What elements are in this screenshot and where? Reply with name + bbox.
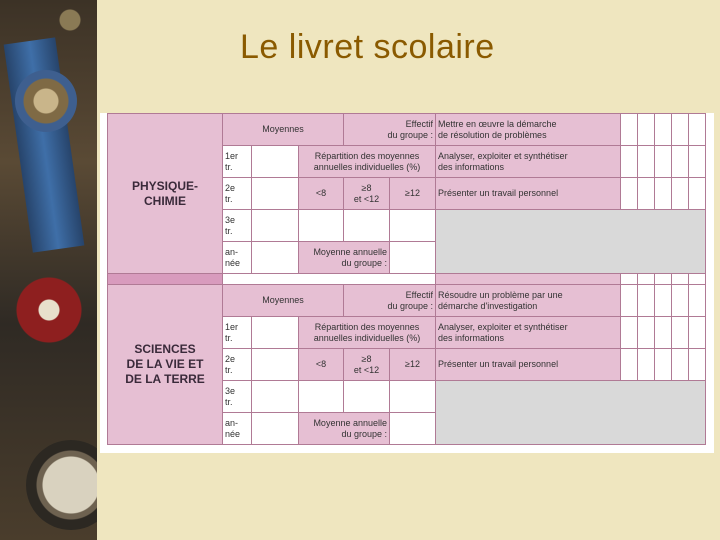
grade-cell bbox=[638, 114, 655, 146]
grade-cell bbox=[638, 178, 655, 210]
subject-name: PHYSIQUE- CHIMIE bbox=[108, 114, 223, 274]
grade-cell bbox=[672, 285, 689, 317]
grade-input bbox=[344, 381, 390, 413]
effectif-label: Effectif du groupe : bbox=[344, 285, 436, 317]
moyenne-annuelle-label: Moyenne annuelle du groupe : bbox=[299, 413, 390, 445]
term-label: an- née bbox=[223, 413, 252, 445]
subject-bar bbox=[108, 274, 223, 285]
grade-input bbox=[252, 413, 299, 445]
subject-name: SCIENCES DE LA VIE ET DE LA TERRE bbox=[108, 285, 223, 445]
grade-cell bbox=[689, 146, 706, 178]
repartition-label: Répartition des moyennes annuelles individuelles (%) bbox=[299, 146, 436, 178]
grade-cell bbox=[638, 274, 655, 285]
slide-title: Le livret scolaire bbox=[240, 28, 495, 66]
grade-cell bbox=[621, 285, 638, 317]
grade-cell bbox=[621, 114, 638, 146]
compass-decoration bbox=[26, 440, 97, 530]
term-label: 3e tr. bbox=[223, 210, 252, 242]
moyennes-label: Moyennes bbox=[223, 285, 344, 317]
grade-cell bbox=[672, 349, 689, 381]
grade-input bbox=[252, 349, 299, 381]
bucket-lt8: <8 bbox=[299, 178, 344, 210]
report-card-table bbox=[107, 113, 706, 445]
skill-label: Mettre en œuvre la démarche de résolution de problèmes bbox=[436, 114, 621, 146]
grade-input bbox=[252, 242, 299, 274]
term-label: an- née bbox=[223, 242, 252, 274]
grade-cell bbox=[689, 349, 706, 381]
grade-input bbox=[252, 178, 299, 210]
grade-cell bbox=[655, 114, 672, 146]
grade-cell bbox=[638, 349, 655, 381]
empty-grey-area bbox=[436, 381, 706, 445]
grade-cell bbox=[638, 285, 655, 317]
grade-cell bbox=[672, 146, 689, 178]
grade-input bbox=[390, 242, 436, 274]
grade-input bbox=[252, 317, 299, 349]
grade-cell bbox=[621, 274, 638, 285]
grade-cell bbox=[655, 146, 672, 178]
grade-cell bbox=[655, 178, 672, 210]
grade-cell bbox=[638, 317, 655, 349]
term-label: 3e tr. bbox=[223, 381, 252, 413]
moyennes-label: Moyennes bbox=[223, 114, 344, 146]
grade-cell bbox=[689, 317, 706, 349]
subject-header-row bbox=[108, 274, 706, 285]
bucket-lt8: <8 bbox=[299, 349, 344, 381]
bucket-8-12: ≥8 et <12 bbox=[344, 178, 390, 210]
grade-input bbox=[252, 146, 299, 178]
grade-cell bbox=[655, 317, 672, 349]
grade-input bbox=[299, 210, 344, 242]
grade-cell bbox=[689, 274, 706, 285]
skill-label: Présenter un travail personnel bbox=[436, 178, 621, 210]
averages-header-row bbox=[108, 285, 706, 317]
grade-input bbox=[390, 381, 436, 413]
term-label: 2e tr. bbox=[223, 349, 252, 381]
effectif-label: Effectif du groupe : bbox=[344, 114, 436, 146]
bucket-ge12: ≥12 bbox=[390, 349, 436, 381]
spacer-cell bbox=[436, 274, 621, 285]
repartition-label: Répartition des moyennes annuelles individuelles (%) bbox=[299, 317, 436, 349]
term-label: 1er tr. bbox=[223, 146, 252, 178]
bucket-8-12: ≥8 et <12 bbox=[344, 349, 390, 381]
grade-cell bbox=[621, 349, 638, 381]
bucket-ge12: ≥12 bbox=[390, 178, 436, 210]
grade-input bbox=[390, 413, 436, 445]
grade-input bbox=[344, 210, 390, 242]
grade-cell bbox=[621, 178, 638, 210]
grade-input bbox=[299, 381, 344, 413]
term-label: 2e tr. bbox=[223, 178, 252, 210]
decorative-medal-image bbox=[0, 0, 97, 540]
report-card-sheet bbox=[100, 113, 714, 453]
grade-cell bbox=[689, 285, 706, 317]
grade-input bbox=[390, 210, 436, 242]
spacer-cell bbox=[223, 274, 436, 285]
grade-cell bbox=[655, 349, 672, 381]
term-label: 1er tr. bbox=[223, 317, 252, 349]
averages-header-row bbox=[108, 114, 706, 146]
grade-cell bbox=[672, 274, 689, 285]
grade-cell bbox=[672, 178, 689, 210]
grade-cell bbox=[689, 178, 706, 210]
medal-cross-decoration bbox=[4, 255, 94, 365]
grade-cell bbox=[621, 146, 638, 178]
grade-cell bbox=[655, 274, 672, 285]
skill-label: Résoudre un problème par une démarche d'investigation bbox=[436, 285, 621, 317]
moyenne-annuelle-label: Moyenne annuelle du groupe : bbox=[299, 242, 390, 274]
grade-cell bbox=[672, 114, 689, 146]
skill-label: Analyser, exploiter et synthétiser des informations bbox=[436, 146, 621, 178]
skill-label: Présenter un travail personnel bbox=[436, 349, 621, 381]
grade-input bbox=[252, 381, 299, 413]
grade-cell bbox=[621, 317, 638, 349]
skill-label: Analyser, exploiter et synthétiser des informations bbox=[436, 317, 621, 349]
grade-cell bbox=[689, 114, 706, 146]
grade-cell bbox=[638, 146, 655, 178]
grade-input bbox=[252, 210, 299, 242]
grade-cell bbox=[655, 285, 672, 317]
grade-cell bbox=[672, 317, 689, 349]
empty-grey-area bbox=[436, 210, 706, 274]
rosette-decoration bbox=[15, 70, 77, 132]
